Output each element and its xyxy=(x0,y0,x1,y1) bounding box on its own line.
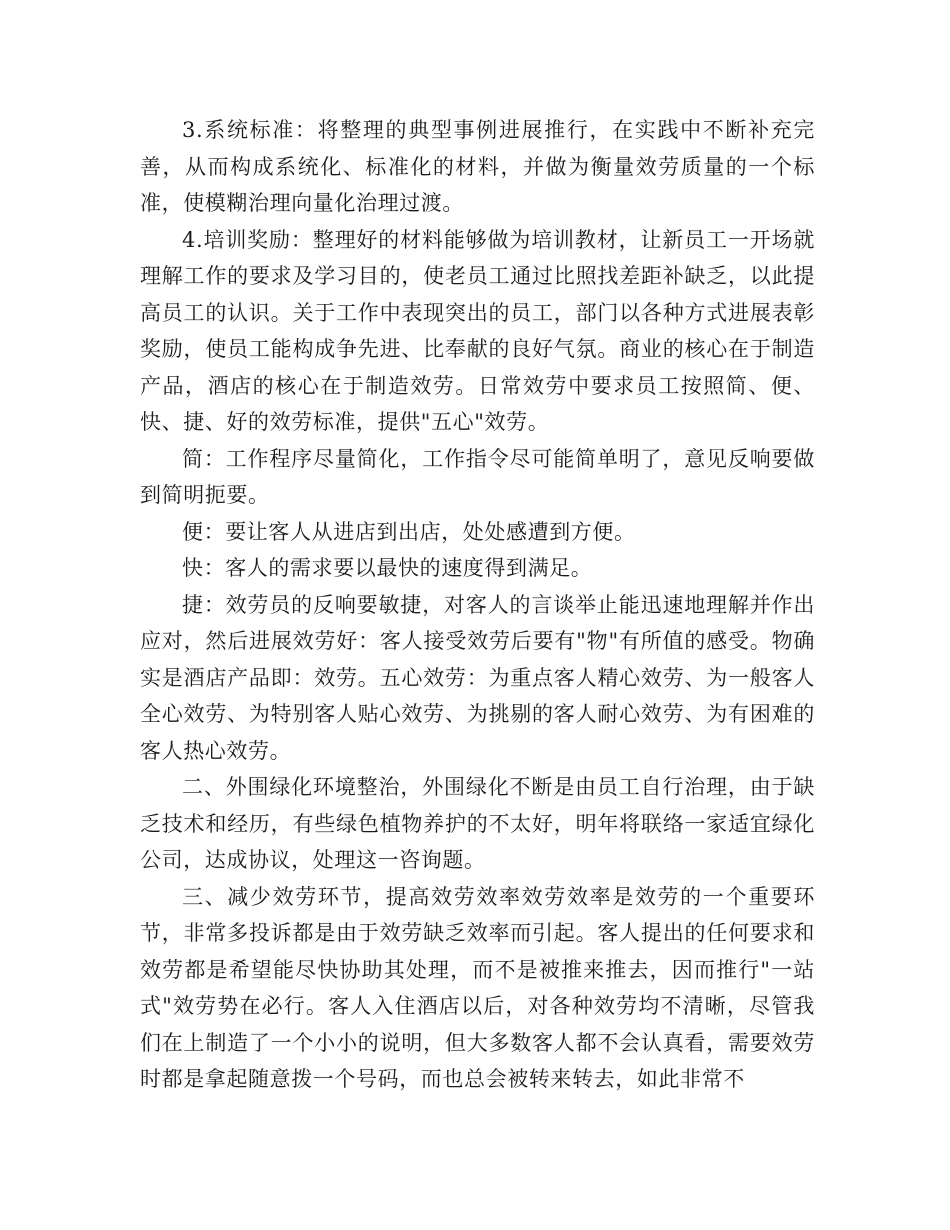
paragraph-convenient: 便：要让客人从进店到出店，处处感遭到方便。 xyxy=(182,519,636,544)
paragraph-greening: 二、外围绿化环境整治，外围绿化不断是由员工自行治理，由于缺乏技术和经历，有些绿色植物养护的不太好，明年将联络一家适宜绿化公司，达成协议，处理这一咨询题。 xyxy=(140,775,815,872)
paragraph-fast: 快：客人的需求要以最快的速度得到满足。 xyxy=(182,556,593,580)
paragraph-quick-response: 捷：效劳员的反响要敏捷，对客人的言谈举止能迅速地理解并作出应对，然后进展效劳好：客人接受效劳后要有"物"有所值的感受。物确实是酒店产品即：效劳。五心效劳：为重点客人精心效劳、为一般客人全心效劳、为特别客人贴心效劳、为挑剔的客人耐心效劳、为有困难的客人热心效劳。 xyxy=(140,592,815,763)
paragraph-simple: 简：工作程序尽量简化，工作指令尽可能简单明了，意见反响要做到简明扼要。 xyxy=(140,446,815,507)
paragraph-training-reward: 4.培训奖励：整理好的材料能够做为培训教材，让新员工一开场就理解工作的要求及学习目的，使老员工通过比照找差距补缺乏，以此提高员工的认识。关于工作中表现突出的员工，部门以各种方式进展表彰奖励，使员工能构成争先进、比奉献的良好气氛。商业的核心在于制造产品，酒店的核心在于制造效劳。日常效劳中要求员工按照简、便、快、捷、好的效劳标准，提供"五心"效劳。 xyxy=(140,227,815,434)
document-body xyxy=(140,112,815,1098)
paragraph-service-efficiency: 三、减少效劳环节，提高效劳效率效劳效率是效劳的一个重要环节，非常多投诉都是由于效劳缺乏效率而引起。客人提出的任何要求和效劳都是希望能尽快协助其处理，而不是被推来推去，因而推行"一站式"效劳势在必行。客人入住酒店以后，对各种效劳均不清晰，尽管我们在上制造了一个小小的说明，但大多数客人都不会认真看，需要效劳时都是拿起随意拨一个号码，而也总会被转来转去，如此非常不 xyxy=(140,884,815,1091)
paragraph-system-standard: 3.系统标准：将整理的典型事例进展推行，在实践中不断补充完善，从而构成系统化、标准化的材料，并做为衡量效劳质量的一个标准，使模糊治理向量化治理过渡。 xyxy=(140,118,815,215)
